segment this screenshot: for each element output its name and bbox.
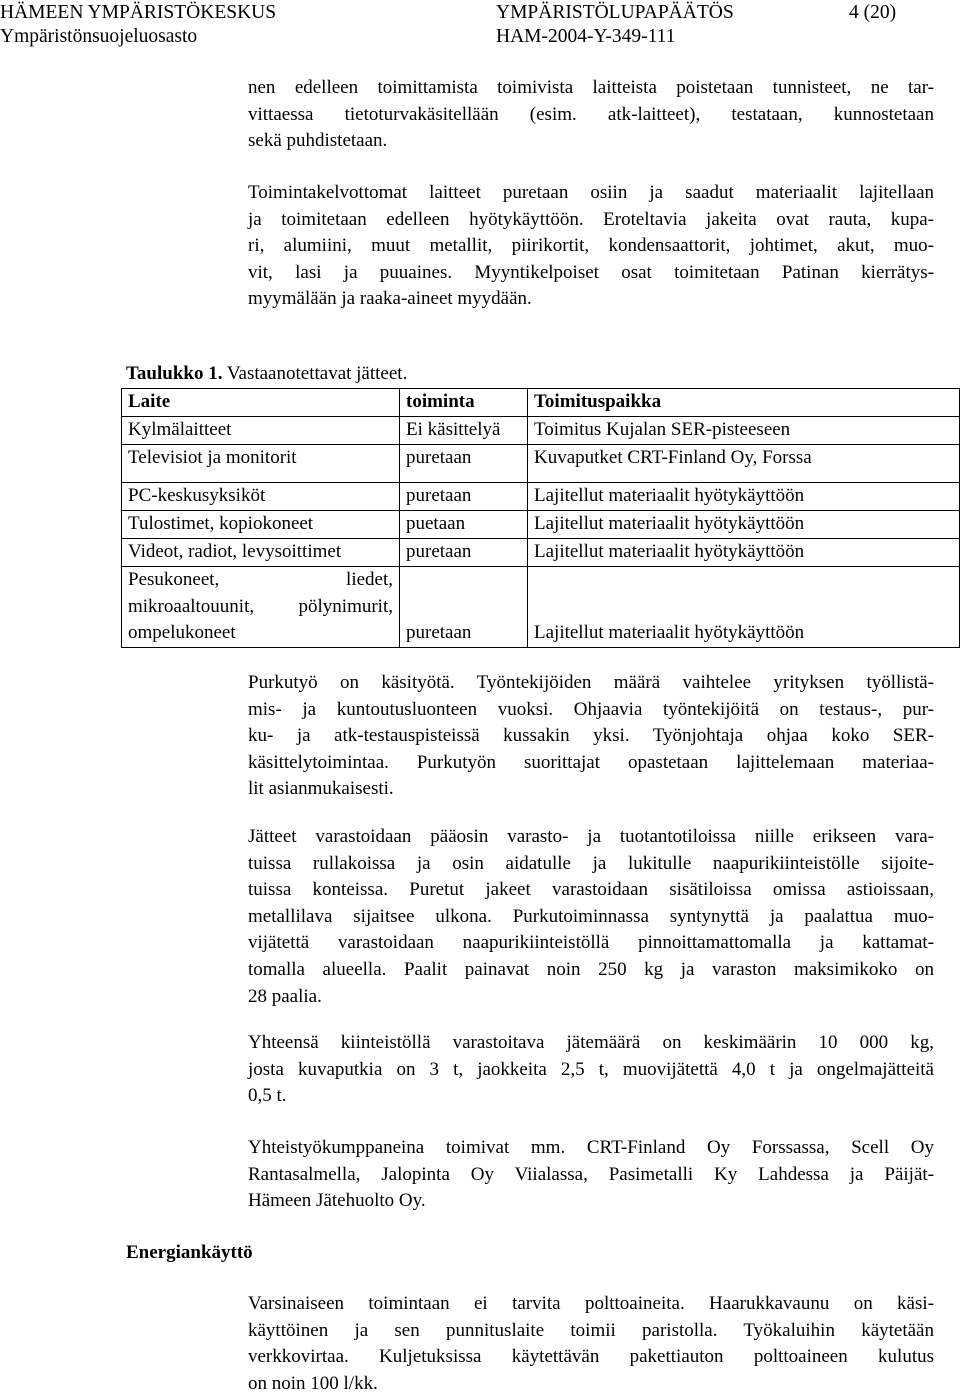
- text-line: Varsinaiseen toimintaan ei tarvita polttoaineita. Haarukkavaunu on käsi-: [248, 1293, 934, 1314]
- table-cell: Pesukoneet, liedet, mikroaaltouunit, pölynimurit, ompelukoneet: [122, 567, 400, 648]
- text-line: mis- ja kuntoutusluonteen vuoksi. Ohjaavia työntekijöitä on testaus-, pur-: [248, 698, 934, 720]
- table-cell: Kylmälaitteet: [122, 417, 400, 445]
- text-line: käyttöinen ja sen punnituslaite toimii paristolla. Työkaluihin käytetään: [248, 1319, 934, 1341]
- table-caption-text: Vastaanotettavat jätteet.: [226, 363, 408, 384]
- paragraph-staffing: [248, 670, 934, 803]
- text-line: tuissa rullakoissa ja osin aidatulle ja lukitulle naapurikiinteistölle sijoite-: [248, 852, 934, 874]
- text-line: Jätteet varastoidaan pääosin varasto- ja tuotantotiloissa niille erikseen vara-: [248, 826, 934, 847]
- table-cell: Televisiot ja monitorit: [122, 445, 400, 483]
- text-line: Rantasalmella, Jalopinta Oy Viialassa, Pasimetalli Ky Lahdessa ja Päijät-: [248, 1163, 934, 1185]
- paragraph-energy: [248, 1291, 934, 1397]
- table-cell: Lajitellut materiaalit hyötykäyttöön: [528, 483, 960, 511]
- paragraph-intro-2: [248, 180, 934, 313]
- text-line: käsittelytoimintaa. Purkutyön suorittajat opastetaan lajittelemaan materiaa-: [248, 751, 934, 773]
- text-line: Toimintakelvottomat laitteet puretaan osiin ja saadut materiaalit lajitellaan: [248, 182, 934, 203]
- table-row: [122, 511, 960, 539]
- table-header-cell: toiminta: [400, 389, 528, 417]
- text-line: vijätettä varastoidaan naapurikiinteistöllä pinnoittamattomalla ja kattamat-: [248, 932, 934, 954]
- text-line: ri, alumiini, muut metallit, piirikortit, kondensaattorit, johtimet, akut, muo-: [248, 235, 934, 257]
- paragraph-intro-1: [248, 75, 934, 155]
- table-header-row: [122, 389, 960, 417]
- text-line: tuissa konteissa. Puretut jakeet varastoidaan sisätiloissa omissa astioissaan,: [248, 879, 934, 901]
- table-cell: puretaan: [400, 567, 528, 648]
- table-row: [122, 567, 960, 648]
- table-cell: Lajitellut materiaalit hyötykäyttöön: [528, 511, 960, 539]
- header-document-id: HAM-2004-Y-349-111: [496, 26, 676, 47]
- text-line: sekä puhdistetaan.: [248, 130, 388, 152]
- header-organization: HÄMEEN YMPÄRISTÖKESKUS: [0, 2, 277, 23]
- table-cell: puretaan: [400, 445, 528, 483]
- text-line: josta kuvaputkia on 3 t, jaokkeita 2,5 t, muovijätettä 4,0 t ja ongelmajätteitä: [248, 1058, 934, 1080]
- section-heading-energy: Energiankäyttö: [126, 1242, 253, 1263]
- table-cell: Videot, radiot, levysoittimet: [122, 539, 400, 567]
- table-cell: puretaan: [400, 539, 528, 567]
- text-line: on noin 100 l/kk.: [248, 1372, 378, 1394]
- text-line: tomalla alueella. Paalit painavat noin 250 kg ja varaston maksimikoko on: [248, 958, 934, 980]
- text-line: Yhteistyökumppaneina toimivat mm. CRT-Finland Oy Forssassa, Scell Oy: [248, 1137, 934, 1158]
- text-line: vit, lasi ja puuaines. Myyntikelpoiset osat toimitetaan Patinan kierrätys-: [248, 261, 934, 283]
- text-line: Hämeen Jätehuolto Oy.: [248, 1190, 426, 1212]
- text-line: 0,5 t.: [248, 1085, 287, 1107]
- table-header-cell: Laite: [122, 389, 400, 417]
- table-cell: Toimitus Kujalan SER-pisteeseen: [528, 417, 960, 445]
- text-line: verkkovirtaa. Kuljetuksissa käytettävän pakettiauton polttoaineen kulutus: [248, 1346, 934, 1368]
- text-line: Yhteensä kiinteistöllä varastoitava jätemäärä on keskimäärin 10 000 kg,: [248, 1032, 934, 1053]
- paragraph-partners: [248, 1135, 934, 1215]
- text-line: Purkutyö on käsityötä. Työntekijöiden määrä vaihtelee yrityksen työllistä-: [248, 672, 934, 693]
- table-cell: Kuvaputket CRT-Finland Oy, Forssa: [528, 445, 960, 483]
- text-line: vittaessa tietoturvakäsitellään (esim. atk-laitteet), testataan, kunnostetaan: [248, 103, 934, 125]
- table-row: [122, 417, 960, 445]
- waste-table: [121, 388, 960, 648]
- text-line: nen edelleen toimittamista toimivista laitteista poistetaan tunnisteet, ne tar-: [248, 77, 934, 98]
- text-line: metallilava sijaitsee ulkona. Purkutoiminnassa syntynyttä ja paalattua muo-: [248, 905, 934, 927]
- header-unit: Ympäristönsuojeluosasto: [0, 26, 198, 47]
- table-cell: Tulostimet, kopiokoneet: [122, 511, 400, 539]
- paragraph-waste-amount: [248, 1030, 934, 1110]
- table-cell: Lajitellut materiaalit hyötykäyttöön: [528, 567, 960, 648]
- table-caption-label: Taulukko 1.: [126, 363, 223, 384]
- table-cell: Ei käsittelyä: [400, 417, 528, 445]
- paragraph-storage: [248, 824, 934, 1010]
- text-line: myymälään ja raaka-aineet myydään.: [248, 288, 532, 310]
- header-page-number: 4 (20): [849, 2, 897, 23]
- text-line: ja toimitetaan edelleen hyötykäyttöön. Eroteltavia jakeita ovat rauta, kupa-: [248, 208, 934, 230]
- table-row: [122, 539, 960, 567]
- table-cell: puretaan: [400, 483, 528, 511]
- table-caption: [126, 361, 407, 388]
- table-cell: Lajitellut materiaalit hyötykäyttöön: [528, 539, 960, 567]
- text-line: lit asianmukaisesti.: [248, 778, 394, 800]
- table-cell: PC-keskusyksiköt: [122, 483, 400, 511]
- text-line: ku- ja atk-testauspisteissä kussakin yksi. Työnjohtaja ohjaa koko SER-: [248, 725, 934, 747]
- table-header-cell: Toimituspaikka: [528, 389, 960, 417]
- table-row: [122, 445, 960, 483]
- text-line: 28 paalia.: [248, 985, 322, 1007]
- table-row: [122, 483, 960, 511]
- header-document-type: YMPÄRISTÖLUPAPÄÄTÖS: [496, 2, 734, 23]
- table-cell: puetaan: [400, 511, 528, 539]
